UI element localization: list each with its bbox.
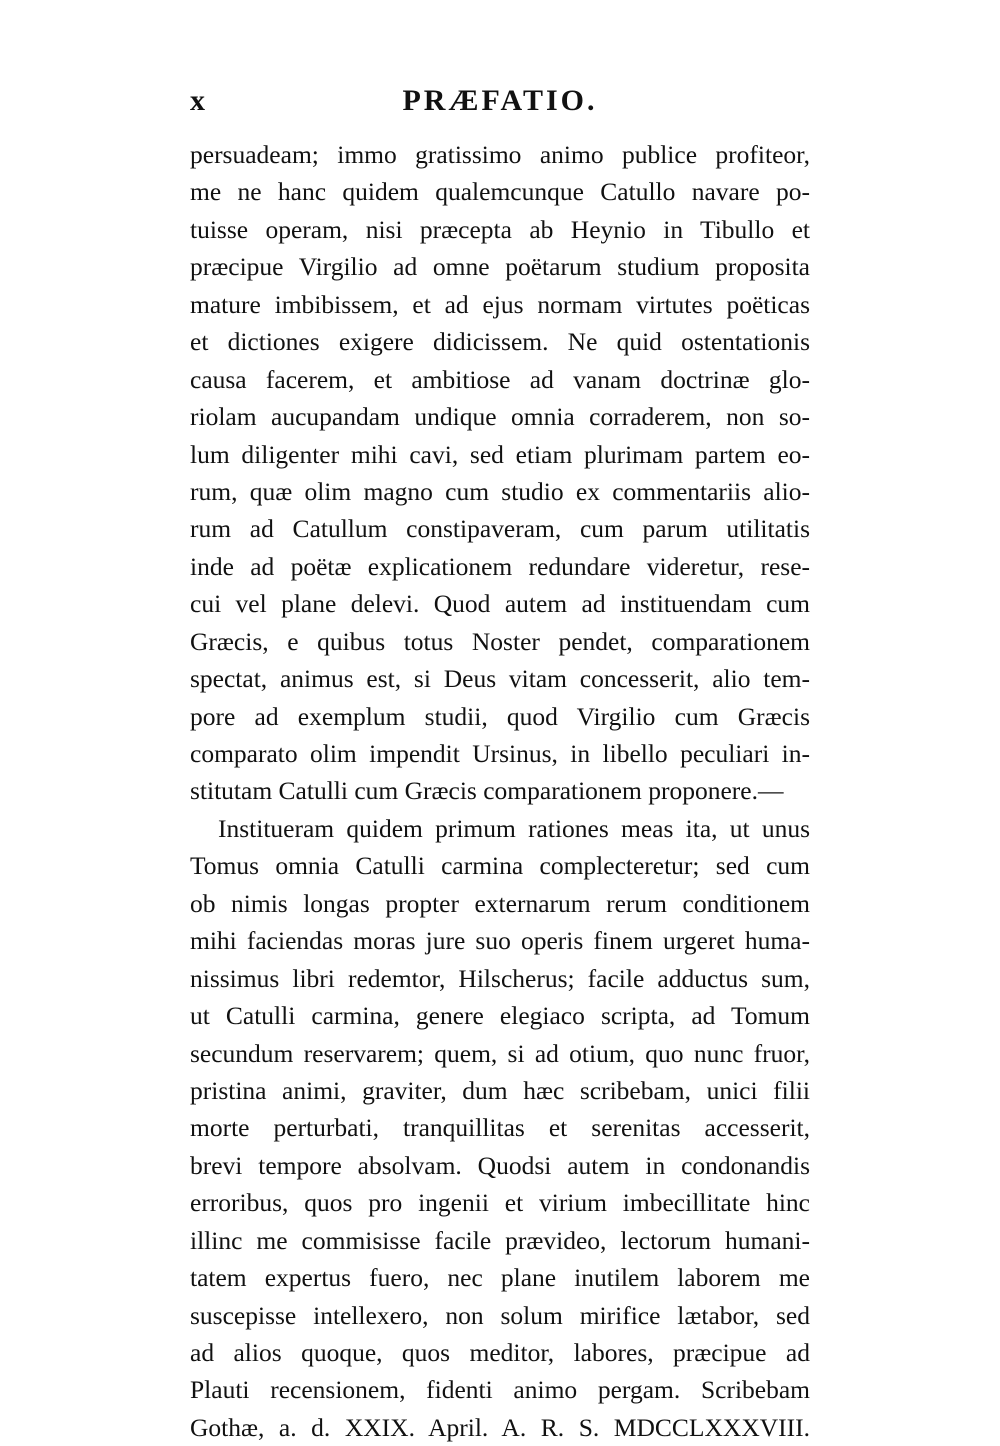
text-line: rum, quæ olim magno cum studio ex commentariis alio- bbox=[190, 476, 810, 506]
text-line: ob nimis longas propter externarum rerum conditionem bbox=[190, 888, 810, 918]
text-line: riolam aucupandam undique omnia corraderem, non so- bbox=[190, 402, 810, 432]
running-title: PRÆFATIO. bbox=[402, 84, 598, 117]
text-line: mihi faciendas moras jure suo operis finem urgeret huma- bbox=[190, 926, 810, 956]
text-line: mature imbibissem, et ad ejus normam virtutes poëticas bbox=[190, 289, 810, 319]
text-line: inde ad poëtæ explicationem redundare videretur, rese- bbox=[190, 551, 810, 581]
text-line: cui vel plane delevi. Quod autem ad instituendam cum bbox=[190, 589, 810, 619]
text-line: rum ad Catullum constipaveram, cum parum utilitatis bbox=[190, 514, 810, 544]
text-line: brevi tempore absolvam. Quodsi autem in condonandis bbox=[190, 1150, 810, 1180]
paragraph-2 bbox=[190, 810, 810, 1446]
text-line: secundum reservarem; quem, si ad otium, quo nunc fruor, bbox=[190, 1038, 810, 1068]
text-line: Institueram quidem primum rationes meas ita, ut unus bbox=[218, 813, 810, 843]
text-line: causa facerem, et ambitiose ad vanam doctrinæ glo- bbox=[190, 364, 810, 394]
body-text bbox=[190, 136, 810, 1446]
text-line: Tomus omnia Catulli carmina complecteretur; sed cum bbox=[190, 851, 810, 881]
text-line: suscepisse intellexero, non solum mirifice lætabor, sed bbox=[190, 1300, 810, 1330]
text-line-part: tuisse operam, nisi præcepta ab Heynio in Tibullo et bbox=[190, 214, 810, 244]
text-line: ut Catulli carmina, genere elegiaco scripta, ad Tomum bbox=[190, 1001, 810, 1031]
text-line: erroribus, quos pro ingenii et virium imbecillitate hinc bbox=[190, 1188, 810, 1218]
text-line: pristina animi, graviter, dum hæc scribebam, unici filii bbox=[190, 1075, 810, 1105]
text-line: illinc me commisisse facile prævideo, lectorum humani- bbox=[190, 1225, 810, 1255]
text-line: stitutam Catulli cum Græcis comparationem proponere.— bbox=[190, 776, 784, 806]
text-line: tatem expertus fuero, nec plane inutilem laborem me bbox=[190, 1263, 810, 1293]
text-line: comparato olim impendit Ursinus, in libello peculiari in- bbox=[190, 739, 810, 768]
paragraph-1 bbox=[190, 136, 810, 810]
text-line: persuadeam; immo gratissimo animo publice profiteor, bbox=[190, 140, 810, 169]
text-line: nissimus libri redemtor, Hilscherus; facile adductus sum, bbox=[190, 963, 810, 993]
text-line: morte perturbati, tranquillitas et serenitas accesserit, bbox=[190, 1113, 810, 1143]
page-number: x bbox=[190, 84, 205, 117]
text-line: me ne hanc quidem qualemcunque Catullo navare po- bbox=[190, 177, 810, 207]
text-line: spectat, animus est, si Deus vitam concesserit, alio tem- bbox=[190, 664, 810, 694]
text-line: ad alios quoque, quos meditor, labores, præcipue ad bbox=[190, 1338, 810, 1367]
text-line: Plauti recensionem, fidenti animo pergam. Scribebam bbox=[190, 1375, 810, 1405]
text-line: et dictiones exigere didicissem. Ne quid ostentationis bbox=[190, 327, 810, 357]
text-line: præcipue Virgilio ad omne poëtarum studium proposita bbox=[190, 252, 810, 282]
text-line: pore ad exemplum studii, quod Virgilio cum Græcis bbox=[190, 701, 810, 731]
text-line: lum diligenter mihi cavi, sed etiam plurimam partem eo- bbox=[190, 439, 810, 469]
text-line: Gothæ, a. d. XXIX. April. A. R. S. MDCCLXXXVIII. bbox=[190, 1412, 810, 1442]
page-header bbox=[190, 84, 810, 124]
text-line: Græcis, e quibus totus Noster pendet, comparationem bbox=[190, 626, 810, 656]
text-line bbox=[190, 211, 810, 248]
